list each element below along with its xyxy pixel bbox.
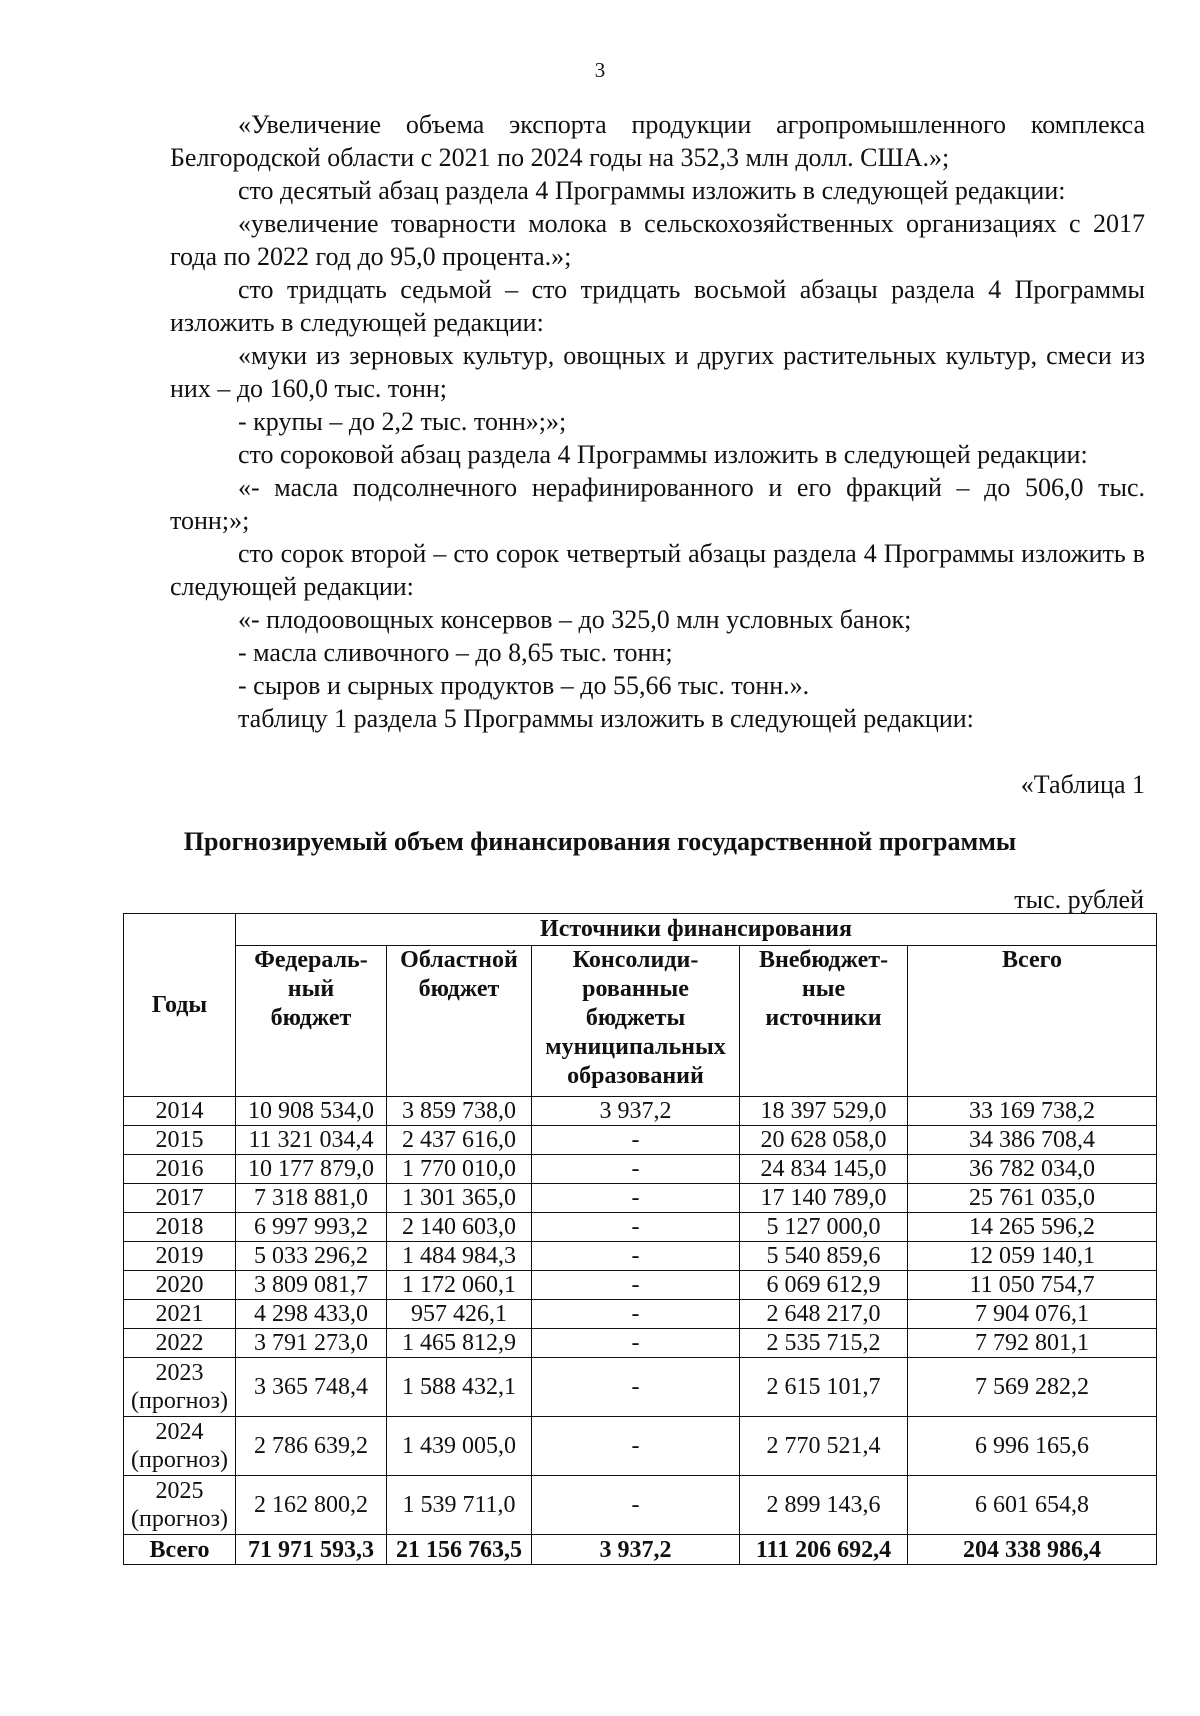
year-cell: 2025 (прогноз) bbox=[124, 1476, 236, 1535]
table-label: «Таблица 1 bbox=[1020, 770, 1145, 799]
value-cell: 10 177 879,0 bbox=[236, 1155, 387, 1184]
value-cell: 20 628 058,0 bbox=[740, 1126, 908, 1155]
value-cell: 7 904 076,1 bbox=[908, 1300, 1157, 1329]
value-cell: 5 127 000,0 bbox=[740, 1213, 908, 1242]
value-cell: 3 937,2 bbox=[532, 1097, 740, 1126]
paragraph: - сыров и сырных продуктов – до 55,66 тыс. тонн.». bbox=[238, 671, 810, 700]
paragraph: сто сорок второй – сто сорок четвертый абзацы раздела 4 Программы изложить в следующей редакции: bbox=[170, 539, 1145, 601]
paragraph: «Увеличение объема экспорта продукции агропромышленного комплекса Белгородской области с 2021 по 2024 годы на 352,3 млн долл. США.»; bbox=[170, 110, 1145, 172]
year-cell: 2018 bbox=[124, 1213, 236, 1242]
value-cell: 1 484 984,3 bbox=[387, 1242, 532, 1271]
value-cell: 2 535 715,2 bbox=[740, 1329, 908, 1358]
table-row bbox=[124, 1271, 1157, 1300]
value-cell: 2 786 639,2 bbox=[236, 1417, 387, 1476]
value-cell: 7 318 881,0 bbox=[236, 1184, 387, 1213]
body-text bbox=[170, 108, 1145, 735]
value-cell: 2 162 800,2 bbox=[236, 1476, 387, 1535]
value-cell: - bbox=[532, 1184, 740, 1213]
value-cell: 1 770 010,0 bbox=[387, 1155, 532, 1184]
value-cell: 6 601 654,8 bbox=[908, 1476, 1157, 1535]
total-cell: 204 338 986,4 bbox=[908, 1535, 1157, 1565]
value-cell: 36 782 034,0 bbox=[908, 1155, 1157, 1184]
paragraph: - крупы – до 2,2 тыс. тонн»;»; bbox=[238, 407, 567, 436]
total-label: Всего bbox=[124, 1535, 236, 1565]
table-title: Прогнозируемый объем финансирования государственной программы bbox=[183, 827, 1017, 856]
total-row bbox=[124, 1535, 1157, 1565]
table-row bbox=[124, 1097, 1157, 1126]
total-cell: 111 206 692,4 bbox=[740, 1535, 908, 1565]
value-cell: - bbox=[532, 1300, 740, 1329]
table-row bbox=[124, 1329, 1157, 1358]
value-cell: 1 588 432,1 bbox=[387, 1358, 532, 1417]
value-cell: 3 365 748,4 bbox=[236, 1358, 387, 1417]
value-cell: 34 386 708,4 bbox=[908, 1126, 1157, 1155]
table-row bbox=[124, 1184, 1157, 1213]
paragraph: сто сороковой абзац раздела 4 Программы изложить в следующей редакции: bbox=[238, 440, 1088, 469]
year-cell: 2021 bbox=[124, 1300, 236, 1329]
year-cell: 2023 (прогноз) bbox=[124, 1358, 236, 1417]
value-cell: 17 140 789,0 bbox=[740, 1184, 908, 1213]
value-cell: 957 426,1 bbox=[387, 1300, 532, 1329]
table-row bbox=[124, 1213, 1157, 1242]
value-cell: 2 770 521,4 bbox=[740, 1417, 908, 1476]
value-cell: 6 069 612,9 bbox=[740, 1271, 908, 1300]
value-cell: - bbox=[532, 1358, 740, 1417]
years-header: Годы bbox=[124, 914, 236, 1097]
value-cell: 7 792 801,1 bbox=[908, 1329, 1157, 1358]
value-cell: 1 539 711,0 bbox=[387, 1476, 532, 1535]
paragraph: «муки из зерновых культур, овощных и других растительных культур, смеси из них – до 160,0 тыс. тонн; bbox=[170, 341, 1145, 403]
table-row bbox=[124, 1476, 1157, 1535]
year-cell: 2015 bbox=[124, 1126, 236, 1155]
value-cell: 3 859 738,0 bbox=[387, 1097, 532, 1126]
paragraph: таблицу 1 раздела 5 Программы изложить в следующей редакции: bbox=[238, 704, 974, 733]
value-cell: 24 834 145,0 bbox=[740, 1155, 908, 1184]
table-row bbox=[124, 1242, 1157, 1271]
value-cell: 6 996 165,6 bbox=[908, 1417, 1157, 1476]
value-cell: 3 809 081,7 bbox=[236, 1271, 387, 1300]
value-cell: - bbox=[532, 1213, 740, 1242]
value-cell: 5 540 859,6 bbox=[740, 1242, 908, 1271]
paragraph: «увеличение товарности молока в сельскохозяйственных организациях с 2017 года по 2022 год до 95,0 процента.»; bbox=[170, 209, 1145, 271]
value-cell: 4 298 433,0 bbox=[236, 1300, 387, 1329]
table-row bbox=[124, 1417, 1157, 1476]
column-header: Всего bbox=[908, 946, 1157, 1097]
value-cell: 2 899 143,6 bbox=[740, 1476, 908, 1535]
year-cell: 2020 bbox=[124, 1271, 236, 1300]
value-cell: 7 569 282,2 bbox=[908, 1358, 1157, 1417]
year-cell: 2014 bbox=[124, 1097, 236, 1126]
value-cell: 1 301 365,0 bbox=[387, 1184, 532, 1213]
value-cell: - bbox=[532, 1126, 740, 1155]
value-cell: 5 033 296,2 bbox=[236, 1242, 387, 1271]
sources-header: Источники финансирования bbox=[236, 914, 1157, 946]
column-header: Областной бюджет bbox=[387, 946, 532, 1097]
value-cell: 2 437 616,0 bbox=[387, 1126, 532, 1155]
value-cell: - bbox=[532, 1476, 740, 1535]
table-row bbox=[124, 1126, 1157, 1155]
units-label: тыс. рублей bbox=[1014, 885, 1144, 914]
value-cell: 2 648 217,0 bbox=[740, 1300, 908, 1329]
total-cell: 71 971 593,3 bbox=[236, 1535, 387, 1565]
year-cell: 2024 (прогноз) bbox=[124, 1417, 236, 1476]
value-cell: 10 908 534,0 bbox=[236, 1097, 387, 1126]
value-cell: 14 265 596,2 bbox=[908, 1213, 1157, 1242]
page-number: 3 bbox=[594, 58, 606, 82]
value-cell: 1 172 060,1 bbox=[387, 1271, 532, 1300]
total-cell: 21 156 763,5 bbox=[387, 1535, 532, 1565]
value-cell: 1 439 005,0 bbox=[387, 1417, 532, 1476]
total-cell: 3 937,2 bbox=[532, 1535, 740, 1565]
value-cell: 12 059 140,1 bbox=[908, 1242, 1157, 1271]
value-cell: 18 397 529,0 bbox=[740, 1097, 908, 1126]
paragraph: сто десятый абзац раздела 4 Программы изложить в следующей редакции: bbox=[238, 176, 1066, 205]
value-cell: - bbox=[532, 1417, 740, 1476]
paragraph: - масла сливочного – до 8,65 тыс. тонн; bbox=[238, 638, 673, 667]
financing-table bbox=[123, 913, 1157, 1565]
paragraph: «- плодоовощных консервов – до 325,0 млн условных банок; bbox=[238, 605, 912, 634]
value-cell: - bbox=[532, 1329, 740, 1358]
value-cell: 11 321 034,4 bbox=[236, 1126, 387, 1155]
value-cell: - bbox=[532, 1271, 740, 1300]
value-cell: 25 761 035,0 bbox=[908, 1184, 1157, 1213]
column-header: Консолиди- рованные бюджеты муниципальных образований bbox=[532, 946, 740, 1097]
value-cell: - bbox=[532, 1242, 740, 1271]
value-cell: 2 615 101,7 bbox=[740, 1358, 908, 1417]
paragraph: сто тридцать седьмой – сто тридцать восьмой абзацы раздела 4 Программы изложить в следующей редакции: bbox=[170, 275, 1145, 337]
table-row bbox=[124, 1155, 1157, 1184]
column-header: Внебюджет- ные источники bbox=[740, 946, 908, 1097]
value-cell: 33 169 738,2 bbox=[908, 1097, 1157, 1126]
year-cell: 2019 bbox=[124, 1242, 236, 1271]
value-cell: 1 465 812,9 bbox=[387, 1329, 532, 1358]
year-cell: 2017 bbox=[124, 1184, 236, 1213]
value-cell: - bbox=[532, 1155, 740, 1184]
column-header: Федераль- ный бюджет bbox=[236, 946, 387, 1097]
table-row bbox=[124, 1300, 1157, 1329]
value-cell: 11 050 754,7 bbox=[908, 1271, 1157, 1300]
value-cell: 3 791 273,0 bbox=[236, 1329, 387, 1358]
year-cell: 2022 bbox=[124, 1329, 236, 1358]
value-cell: 6 997 993,2 bbox=[236, 1213, 387, 1242]
paragraph: «- масла подсолнечного нерафинированного и его фракций – до 506,0 тыс. тонн;»; bbox=[170, 473, 1145, 535]
year-cell: 2016 bbox=[124, 1155, 236, 1184]
value-cell: 2 140 603,0 bbox=[387, 1213, 532, 1242]
table-row bbox=[124, 1358, 1157, 1417]
